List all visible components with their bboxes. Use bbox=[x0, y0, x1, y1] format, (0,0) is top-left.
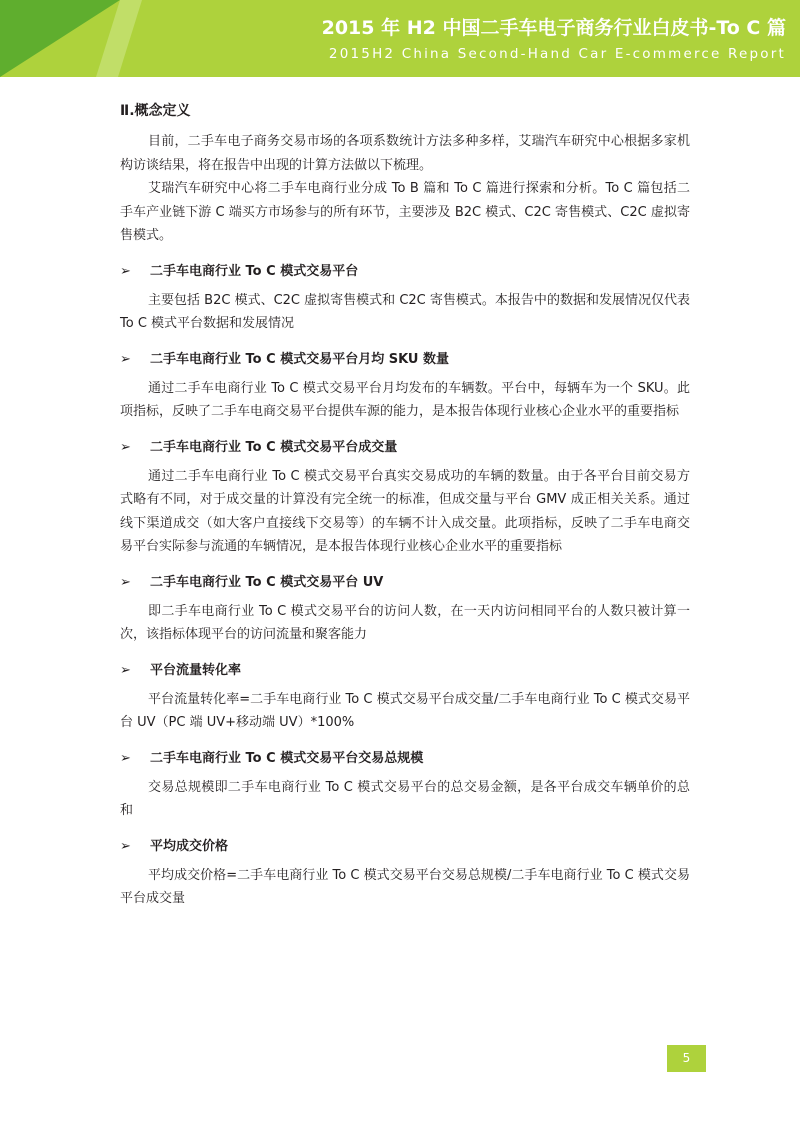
page-number: 5 bbox=[667, 1045, 706, 1072]
item-title: 平台流量转化率 bbox=[150, 662, 242, 678]
arrow-bullet-icon: ➢ bbox=[120, 838, 131, 854]
item-heading bbox=[120, 660, 690, 682]
page-header bbox=[0, 0, 800, 77]
arrow-bullet-icon: ➢ bbox=[120, 439, 131, 455]
arrow-bullet-icon: ➢ bbox=[120, 574, 131, 590]
item-title: 二手车电商行业 To C 模式交易平台月均 SKU 数量 bbox=[150, 351, 450, 367]
report-title: 2015 年 H2 中国二手车电子商务行业白皮书-To C 篇 bbox=[321, 17, 786, 39]
item-title: 二手车电商行业 To C 模式交易平台成交量 bbox=[150, 439, 398, 455]
page-content bbox=[120, 100, 690, 911]
arrow-bullet-icon: ➢ bbox=[120, 750, 131, 766]
item-title: 平均成交价格 bbox=[150, 838, 229, 854]
item-heading bbox=[120, 349, 690, 371]
report-subtitle: 2015H2 China Second-Hand Car E-commerce Report bbox=[328, 46, 786, 62]
item-text: 主要包括 B2C 模式、C2C 虚拟寄售模式和 C2C 寄售模式。本报告中的数据和发展情况仅代表 To C 模式平台数据和发展情况 bbox=[120, 292, 690, 331]
item-text: 平台流量转化率=二手车电商行业 To C 模式交易平台成交量/二手车电商行业 To C 模式交易平台 UV（PC 端 UV+移动端 UV）*100% bbox=[120, 691, 690, 730]
arrow-bullet-icon: ➢ bbox=[120, 662, 131, 678]
item-title: 二手车电商行业 To C 模式交易平台 UV bbox=[150, 574, 384, 590]
item-heading bbox=[120, 437, 690, 459]
item-heading bbox=[120, 572, 690, 594]
section-title: Ⅱ.概念定义 bbox=[120, 103, 191, 119]
arrow-bullet-icon: ➢ bbox=[120, 351, 131, 367]
item-text: 即二手车电商行业 To C 模式交易平台的访问人数，在一天内访问相同平台的人数只被计算一次，该指标体现平台的访问流量和聚客能力 bbox=[120, 603, 690, 642]
item-heading bbox=[120, 748, 690, 770]
intro-paragraph: 艾瑞汽车研究中心将二手车电商行业分成 To B 篇和 To C 篇进行探索和分析。To C 篇包括二手车产业链下游 C 端买方市场参与的所有环节，主要涉及 B2C 模式、C2C 寄售模式、C2C 虚拟寄售模式。 bbox=[120, 181, 690, 243]
item-text: 通过二手车电商行业 To C 模式交易平台月均发布的车辆数。平台中，每辆车为一个 SKU。此项指标，反映了二手车电商交易平台提供车源的能力，是本报告体现行业核心企业水平的重要指标 bbox=[120, 380, 690, 419]
item-title: 二手车电商行业 To C 模式交易平台 bbox=[150, 263, 359, 279]
item-text: 平均成交价格=二手车电商行业 To C 模式交易平台交易总规模/二手车电商行业 To C 模式交易平台成交量 bbox=[120, 867, 690, 906]
item-heading bbox=[120, 261, 690, 283]
item-heading bbox=[120, 836, 690, 858]
intro-paragraph: 目前，二手车电子商务交易市场的各项系数统计方法多种多样，艾瑞汽车研究中心根据多家机构访谈结果，将在报告中出现的计算方法做以下梳理。 bbox=[120, 134, 690, 173]
arrow-bullet-icon: ➢ bbox=[120, 263, 131, 279]
item-text: 通过二手车电商行业 To C 模式交易平台真实交易成功的车辆的数量。由于各平台目前交易方式略有不同，对于成交量的计算没有完全统一的标准，但成交量与平台 GMV 成正相关关系。通过线下渠道成交（如大客户直接线下交易等）的车辆不计入成交量。此项指标，反映了二手车电商交易平台实际参与流通的车辆情况，是本报告体现行业核心企业水平的重要指标 bbox=[120, 468, 690, 554]
item-text: 交易总规模即二手车电商行业 To C 模式交易平台的总交易金额，是各平台成交车辆单价的总和 bbox=[120, 779, 690, 818]
item-title: 二手车电商行业 To C 模式交易平台交易总规模 bbox=[150, 750, 424, 766]
